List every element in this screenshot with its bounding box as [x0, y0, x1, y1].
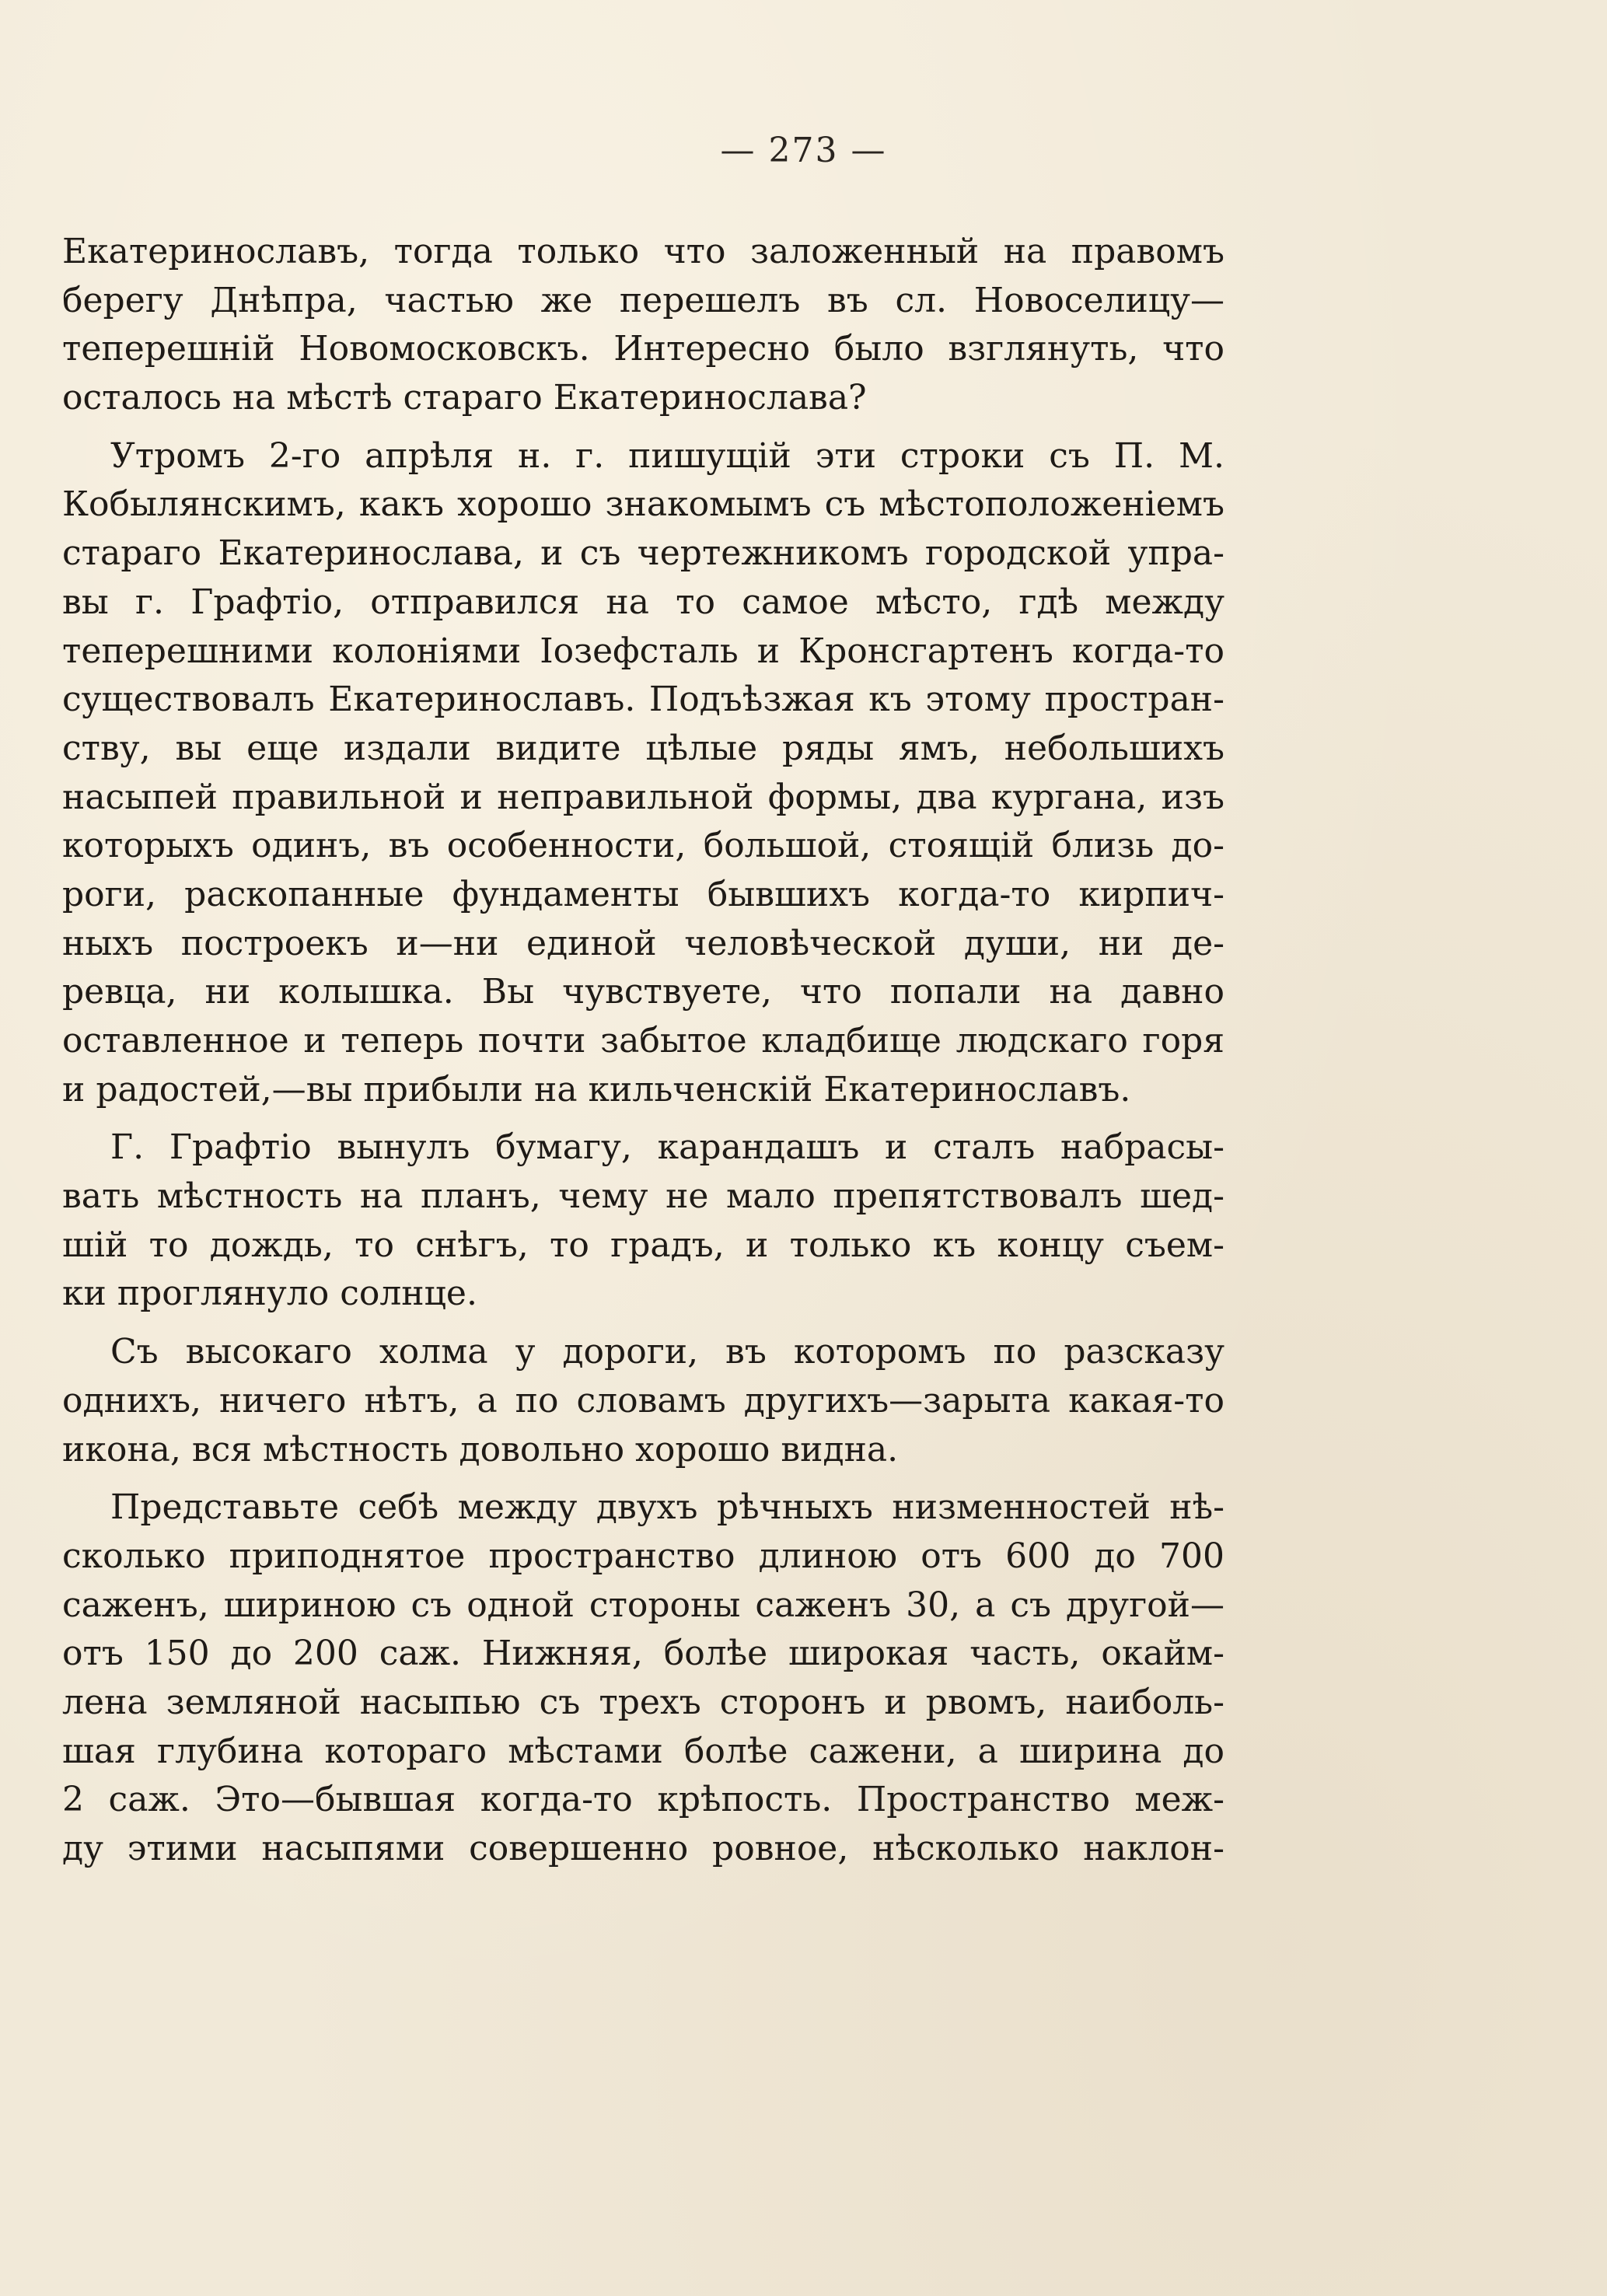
page-number: — 273 — [720, 131, 887, 170]
text-line: ду этими насыпями совершенно ровное, нѣсколько наклон- [62, 1829, 1224, 1868]
text-line: Г. Графтіо вынулъ бумагу, карандашъ и сталъ набрасы- [110, 1127, 1224, 1168]
text-line: которыхъ одинъ, въ особенности, большой, стоящій близь до- [62, 826, 1224, 866]
text-line: Утромъ 2-го апрѣля н. г. пишущій эти строки съ П. М. [110, 435, 1224, 476]
text-line: шая глубина котораго мѣстами болѣе сажени, а ширина до [62, 1731, 1224, 1771]
text-line: отъ 150 до 200 саж. Нижняя, болѣе широкая часть, окайм- [62, 1634, 1224, 1674]
text-line: и радостей,—вы прибыли на кильченскій Екатеринославъ. [62, 1069, 1131, 1110]
text-line: Кобылянскимъ, какъ хорошо знакомымъ съ мѣстоположеніемъ [62, 484, 1224, 525]
body-text [62, 228, 1224, 1874]
text-line: существовалъ Екатеринославъ. Подъѣзжая къ этому простран- [62, 680, 1224, 720]
text-line: сколько приподнятое пространство длиною отъ 600 до 700 [62, 1536, 1224, 1576]
text-line: насыпей правильной и неправильной формы, два кургана, изъ [62, 777, 1224, 817]
text-line: ревца, ни колышка. Вы чувствуете, что попали на давно [62, 972, 1224, 1012]
text-line: саженъ, шириною съ одной стороны саженъ 30, а съ другой— [62, 1585, 1224, 1625]
text-line: теперешними колоніями Іозефсталь и Кронсгартенъ когда-то [62, 631, 1224, 671]
text-line: ныхъ построекъ и—ни единой человѣческой души, ни де- [62, 923, 1224, 963]
text-line: Представьте себѣ между двухъ рѣчныхъ низменностей нѣ- [110, 1487, 1224, 1528]
text-line: однихъ, ничего нѣтъ, а по словамъ другихъ—зарыта какая-то [62, 1380, 1224, 1421]
paragraph [62, 1483, 1224, 1874]
paragraph [62, 1328, 1224, 1474]
text-line: икона, вся мѣстность довольно хорошо видна. [62, 1429, 899, 1470]
text-line: стараго Екатеринослава, и съ чертежникомъ городской упра- [62, 533, 1224, 574]
text-line: Съ высокаго холма у дороги, въ которомъ по разсказу [110, 1332, 1224, 1372]
text-line: теперешній Новомосковскъ. Интересно было взглянуть, что [62, 329, 1224, 369]
text-line: вы г. Графтіо, отправился на то самое мѣсто, гдѣ между [62, 582, 1224, 622]
text-line: берегу Днѣпра, частью же перешелъ въ сл. Новоселицу— [62, 280, 1224, 320]
text-line: Екатеринославъ, тогда только что заложенный на правомъ [62, 232, 1224, 271]
text-line: лена земляной насыпью съ трехъ сторонъ и рвомъ, наиболь- [62, 1682, 1224, 1722]
text-line: 2 саж. Это—бывшая когда-то крѣпость. Пространство меж- [62, 1780, 1224, 1820]
text-line: роги, раскопанные фундаменты бывшихъ когда-то кирпич- [62, 874, 1224, 914]
paragraph [62, 228, 1224, 423]
text-line: ству, вы еще издали видите цѣлые ряды ямъ, небольшихъ [62, 728, 1224, 768]
text-line: шій то дождь, то снѣгъ, то градъ, и только къ концу съем- [62, 1225, 1224, 1265]
text-line: вать мѣстность на планъ, чему не мало препятствовалъ шед- [62, 1176, 1224, 1217]
paragraph [62, 1124, 1224, 1319]
paragraph [62, 432, 1224, 1115]
text-line: осталось на мѣстѣ стараго Екатеринослава? [62, 378, 867, 418]
text-line: оставленное и теперь почти забытое кладбище людскаго горя [62, 1021, 1224, 1061]
text-line: ки проглянуло солнце. [62, 1274, 477, 1314]
